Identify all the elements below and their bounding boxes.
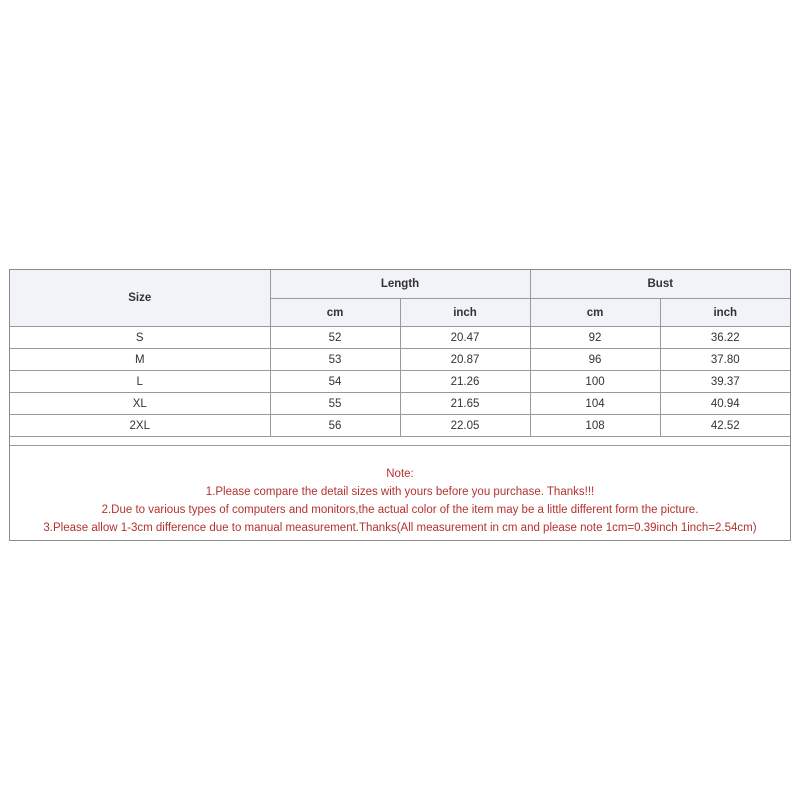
bust-cm-cell: 108 [530,415,660,437]
bust-inch-cell: 37.80 [660,349,790,371]
length-inch-cell: 20.47 [400,327,530,349]
size-chart [9,269,791,541]
size-cell: L [10,371,270,393]
table-row [10,415,790,437]
bust-cm-cell: 104 [530,393,660,415]
length-inch-cell: 21.26 [400,371,530,393]
table-row [10,371,790,393]
length-cm-header: cm [270,299,400,327]
bust-group-header: Bust [530,270,790,299]
bust-cm-cell: 96 [530,349,660,371]
length-inch-header: inch [400,299,530,327]
bust-cm-header: cm [530,299,660,327]
size-table [10,270,790,437]
note-line-3: 3.Please allow 1-3cm difference due to manual measurement.Thanks(All measurement in cm and please note 1cm=0.39inch 1inch=2.54cm) [43,522,757,534]
length-inch-cell: 21.65 [400,393,530,415]
bust-cm-cell: 92 [530,327,660,349]
bust-inch-header: inch [660,299,790,327]
note-line-1: 1.Please compare the detail sizes with yours before you purchase. Thanks!!! [205,486,595,498]
table-row [10,349,790,371]
bust-inch-cell: 39.37 [660,371,790,393]
size-cell: XL [10,393,270,415]
note-line-2: 2.Due to various types of computers and monitors,the actual color of the item may be a little different form the picture. [101,504,699,516]
bust-cm-cell: 100 [530,371,660,393]
table-row [10,393,790,415]
note-title: Note: [386,468,414,480]
size-cell: M [10,349,270,371]
notes-section [10,445,790,540]
length-inch-cell: 22.05 [400,415,530,437]
bust-inch-cell: 40.94 [660,393,790,415]
length-inch-cell: 20.87 [400,349,530,371]
size-cell: S [10,327,270,349]
table-row [10,327,790,349]
length-cm-cell: 56 [270,415,400,437]
length-cm-cell: 53 [270,349,400,371]
size-column-header: Size [10,270,270,327]
length-cm-cell: 55 [270,393,400,415]
length-group-header: Length [270,270,530,299]
size-cell: 2XL [10,415,270,437]
length-cm-cell: 52 [270,327,400,349]
length-cm-cell: 54 [270,371,400,393]
bust-inch-cell: 42.52 [660,415,790,437]
bust-inch-cell: 36.22 [660,327,790,349]
